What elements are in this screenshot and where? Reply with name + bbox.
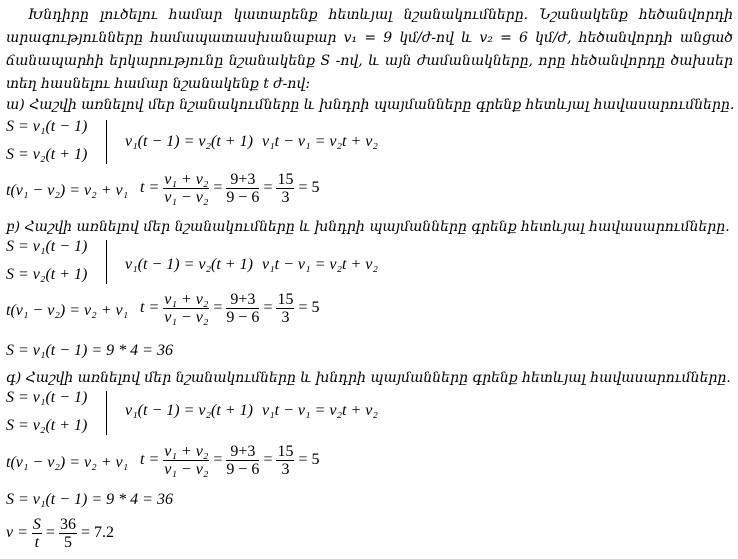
- intro-line-4: տեղ հասնելու համար նշանակենք t ժ-ով:: [6, 76, 311, 92]
- fraction-velocities: [163, 443, 209, 478]
- section-b-divider: [106, 240, 107, 284]
- fraction-denominator: 9 − 6: [226, 309, 260, 326]
- fraction-denominator: 9 − 6: [226, 461, 260, 478]
- section-b-equation-2: v₁t − v₁ = v₂t + v₂: [262, 256, 378, 273]
- intro-paragraph: [6, 4, 733, 96]
- section-b-distance-line: S = v₁(t − 1) = 9 * 4 = 36: [6, 342, 173, 359]
- section-b-equation-1: v₁(t − 1) = v₂(t + 1): [125, 256, 253, 273]
- fraction-numerator: 9+3: [226, 291, 259, 309]
- fraction-numbers: [226, 291, 259, 326]
- result-value: = 5: [298, 179, 320, 197]
- section-b-system-eq-1: S = v₁(t − 1): [6, 238, 88, 255]
- fraction-result: [276, 443, 294, 478]
- fraction-numerator: 15: [277, 291, 294, 308]
- fraction-denominator: 3: [281, 189, 290, 206]
- fraction-numerator: v₁ + v₂: [164, 171, 209, 188]
- fraction-numerator: 15: [277, 443, 294, 460]
- section-b-heading: բ) Հաշվի առնելով մեր նշանակումները և խնդրի պայմանները գրենք հետևյալ հավասարումները.: [6, 219, 730, 235]
- section-c-speed-formula: v = $\frac{S}{t}$ = $\frac{36}{5}$ = 7.2: [6, 516, 114, 551]
- section-c-distance-line: S = v₁(t − 1) = 9 * 4 = 36: [6, 491, 173, 508]
- fraction-denominator: 3: [281, 309, 290, 326]
- fraction-denominator: v₁ − v₂: [164, 309, 209, 326]
- result-value: = 5: [298, 451, 320, 469]
- fraction-numerator: 15: [277, 171, 294, 188]
- section-c-system-eq-1: S = v₁(t − 1): [6, 389, 88, 406]
- fraction-denominator: 9 − 6: [226, 189, 260, 206]
- section-c-equation-3: t(v₁ − v₂) = v₂ + v₁: [6, 454, 129, 471]
- fraction-denominator: t: [34, 534, 40, 551]
- fraction-numerator: v₁ + v₂: [164, 443, 209, 460]
- speed-result-value: = 7.2: [80, 524, 114, 542]
- fraction-distance-time: [32, 516, 42, 551]
- fraction-numbers: [226, 171, 259, 206]
- fraction-numerator: v₁ + v₂: [164, 291, 209, 308]
- section-b-equation-3: t(v₁ − v₂) = v₂ + v₁: [6, 302, 129, 319]
- section-a-system-eq-1: S = v₁(t − 1): [6, 118, 88, 135]
- v-label: v =: [6, 524, 28, 542]
- fraction-numerator: 9+3: [226, 443, 259, 461]
- fraction-numbers: [226, 443, 259, 478]
- fraction-result: [276, 291, 294, 326]
- section-c-equation-2: v₁t − v₁ = v₂t + v₂: [262, 402, 378, 419]
- section-c-equation-1: v₁(t − 1) = v₂(t + 1): [125, 402, 253, 419]
- result-value: = 5: [298, 299, 320, 317]
- section-a-equation-1: v₁(t − 1) = v₂(t + 1): [125, 133, 253, 150]
- section-a-equation-3: t(v₁ − v₂) = v₂ + v₁: [6, 182, 129, 199]
- t-label: t =: [140, 179, 160, 197]
- intro-line-2: արագությունները համապատասխանաբար v₁ = 9 կմ/ժ-ով և v₂ = 6 կմ/ժ, հեծանվորդի անցած: [6, 30, 733, 46]
- section-c-t-formula: t = $\frac{\text{v₁ + v₂}}{\text{v₁ − v₂}}$ = $\frac{9+3}{9 - 6}$ = $\frac{15}{3}$ = 5: [140, 443, 320, 478]
- section-a-system-eq-2: S = v₂(t + 1): [6, 146, 88, 163]
- section-c-divider: [106, 391, 107, 435]
- t-label: t =: [140, 451, 160, 469]
- fraction-numerator: 36: [59, 516, 76, 533]
- fraction-denominator: 3: [281, 461, 290, 478]
- intro-line-1: Խնդիրը լուծելու համար կատարենք հետևյալ նշանակումները. Նշանակենք հեծանվորդի: [28, 7, 733, 23]
- fraction-numerator: 9+3: [226, 171, 259, 189]
- fraction-denominator: 5: [63, 534, 72, 551]
- t-label: t =: [140, 299, 160, 317]
- fraction-velocities: [163, 171, 209, 206]
- fraction-result: [276, 171, 294, 206]
- section-a-heading: ա) Հաշվի առնելով մեր նշանակումները և խնդրի պայմանները գրենք հետևյալ հավասարումները.: [6, 97, 735, 113]
- intro-line-3: ճանապարհի երկարությունը նշանակենք S -ով, և այն ժամանակները, որը հեծանվորդը ծախսեր: [6, 53, 733, 69]
- section-c-system-eq-2: S = v₂(t + 1): [6, 417, 88, 434]
- fraction-numerator: S: [32, 516, 41, 533]
- section-b-system-eq-2: S = v₂(t + 1): [6, 266, 88, 283]
- section-a-divider: [106, 120, 107, 164]
- fraction-denominator: v₁ − v₂: [164, 461, 209, 478]
- fraction-denominator: v₁ − v₂: [164, 189, 209, 206]
- section-c-heading: գ) Հաշվի առնելով մեր նշանակումները և խնդրի պայմանները գրենք հետևյալ հավասարումները.: [6, 370, 731, 386]
- section-a-equation-2: v₁t − v₁ = v₂t + v₂: [262, 133, 378, 150]
- section-b-t-formula: t = $\frac{\text{v₁ + v₂}}{\text{v₁ − v₂}}$ = $\frac{9+3}{9 - 6}$ = $\frac{15}{3}$ = 5: [140, 291, 320, 326]
- section-a-t-formula: t = $\frac{\text{v₁ + v₂}}{\text{v₁ − v₂}}$ = $\frac{9+3}{9 - 6}$ = $\frac{15}{3}$ = 5: [140, 171, 320, 206]
- fraction-speed-value: [59, 516, 77, 551]
- fraction-velocities: [163, 291, 209, 326]
